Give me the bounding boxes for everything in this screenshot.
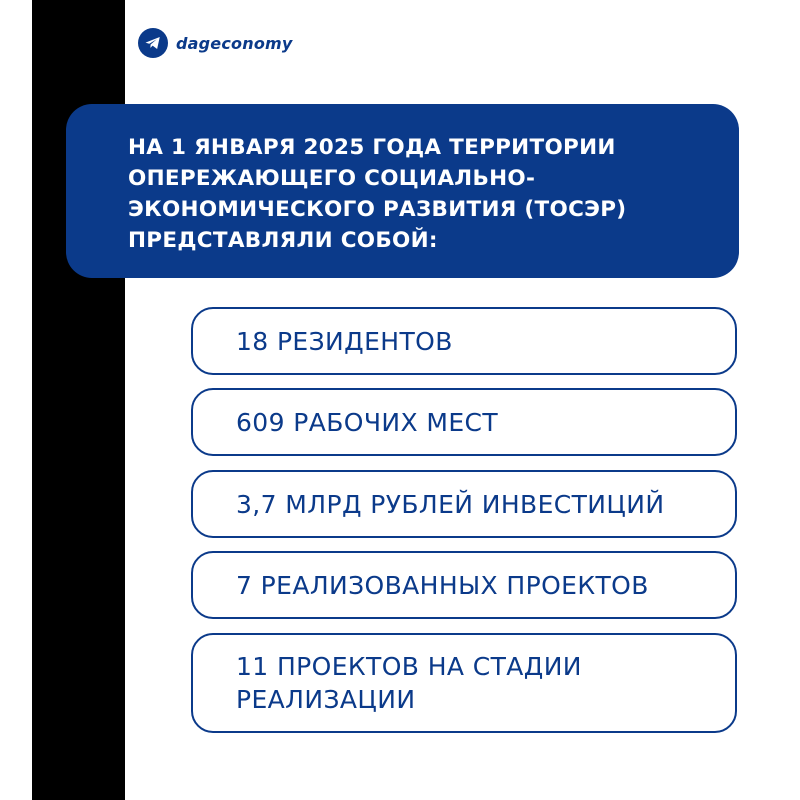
stat-line: 18 РЕЗИДЕНТОВ	[236, 326, 453, 356]
header-line: ПРЕДСТАВЛЯЛИ СОБОЙ:	[128, 228, 438, 253]
stat-text	[236, 650, 582, 716]
stat-text	[236, 569, 649, 602]
brand-name: dageconomy	[176, 33, 293, 53]
stat-line: РЕАЛИЗАЦИИ	[236, 685, 416, 714]
stat-card-residents	[191, 307, 737, 375]
telegram-plane-icon	[138, 28, 168, 58]
stat-line: 3,7 МЛРД РУБЛЕЙ ИНВЕСТИЦИЙ	[236, 489, 665, 519]
stat-line: 609 РАБОЧИХ МЕСТ	[236, 407, 499, 437]
stat-card-investments	[191, 470, 737, 538]
stat-line: 7 РЕАЛИЗОВАННЫХ ПРОЕКТОВ	[236, 570, 649, 600]
stat-card-completed-projects	[191, 551, 737, 619]
stat-card-jobs	[191, 388, 737, 456]
header-line: ЭКОНОМИЧЕСКОГО РАЗВИТИЯ (ТОСЭР)	[128, 197, 627, 222]
stat-text	[236, 488, 664, 521]
stat-text	[236, 325, 453, 358]
stat-text	[236, 406, 498, 439]
header-line: НА 1 ЯНВАРЯ 2025 ГОДА ТЕРРИТОРИИ	[128, 135, 616, 160]
stat-line: 11 ПРОЕКТОВ НА СТАДИИ	[236, 652, 582, 681]
header-title	[128, 132, 719, 256]
header-panel	[66, 104, 739, 278]
stat-card-projects-in-progress	[191, 633, 737, 733]
header-line: ОПЕРЕЖАЮЩЕГО СОЦИАЛЬНО-	[128, 166, 536, 191]
brand-logo	[138, 28, 293, 58]
